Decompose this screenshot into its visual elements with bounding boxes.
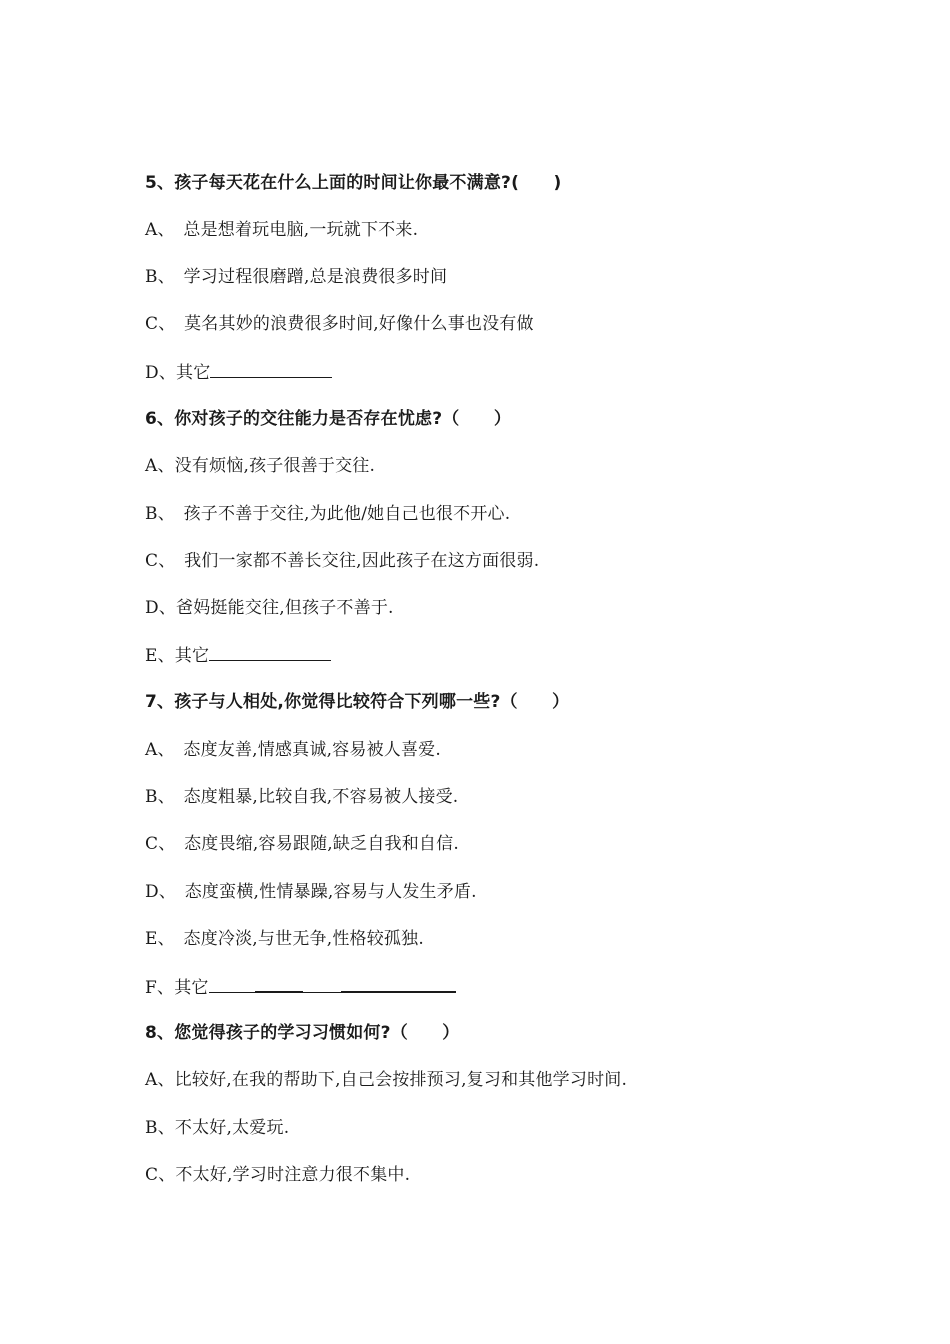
- question-6-option-e-row: [145, 644, 331, 667]
- question-6-option-e: E、其它: [145, 646, 210, 666]
- question-7-blank-part-3: [303, 976, 341, 993]
- question-6-title: 6、你对孩子的交往能力是否存在忧虑?（ ）: [145, 409, 512, 429]
- question-7-option-f-row: [145, 975, 456, 999]
- question-5-option-c: C、 莫名其妙的浪费很多时间,好像什么事也没有做: [145, 314, 534, 334]
- question-7-blank-part-1: [209, 976, 255, 993]
- question-8-option-a: A、比较好,在我的帮助下,自己会按排预习,复习和其他学习时间.: [145, 1070, 628, 1090]
- question-6-option-d: D、爸妈挺能交往,但孩子不善于.: [145, 598, 394, 618]
- question-7-option-b: B、 态度粗暴,比较自我,不容易被人接受.: [145, 787, 459, 807]
- question-5-option-b: B、 学习过程很磨蹭,总是浪费很多时间: [145, 267, 448, 287]
- question-6-blank: [209, 644, 331, 661]
- question-7-option-e: E、 态度冷淡,与世无争,性格较孤独.: [145, 929, 424, 949]
- question-5-blank: [210, 361, 332, 378]
- question-7-blank-part-4: [341, 975, 456, 993]
- question-7-option-f: F、其它: [145, 978, 209, 998]
- question-5-title: 5、孩子每天花在什么上面的时间让你最不满意?( ): [145, 173, 562, 193]
- question-7-option-a: A、 态度友善,情感真诚,容易被人喜爱.: [145, 740, 441, 760]
- question-6-option-c: C、 我们一家都不善长交往,因此孩子在这方面很弱.: [145, 551, 540, 571]
- question-6-option-b: B、 孩子不善于交往,为此他/她自己也很不开心.: [145, 504, 511, 524]
- question-7-title: 7、孩子与人相处,你觉得比较符合下列哪一些?（ ）: [145, 692, 570, 712]
- question-5-option-d: D、其它: [145, 363, 211, 383]
- question-8-option-b: B、不太好,太爱玩.: [145, 1118, 290, 1138]
- question-5-option-d-row: [145, 361, 332, 384]
- question-7-option-c: C、 态度畏缩,容易跟随,缺乏自我和自信.: [145, 834, 459, 854]
- question-7-option-d: D、 态度蛮横,性情暴躁,容易与人发生矛盾.: [145, 882, 477, 902]
- question-6-option-a: A、没有烦恼,孩子很善于交往.: [145, 456, 376, 476]
- question-5-option-a: A、 总是想着玩电脑,一玩就下不来.: [145, 220, 419, 240]
- question-7-blank-part-2: [255, 975, 303, 993]
- question-8-title: 8、您觉得孩子的学习习惯如何?（ ）: [145, 1023, 460, 1043]
- question-8-option-c: C、不太好,学习时注意力很不集中.: [145, 1165, 411, 1185]
